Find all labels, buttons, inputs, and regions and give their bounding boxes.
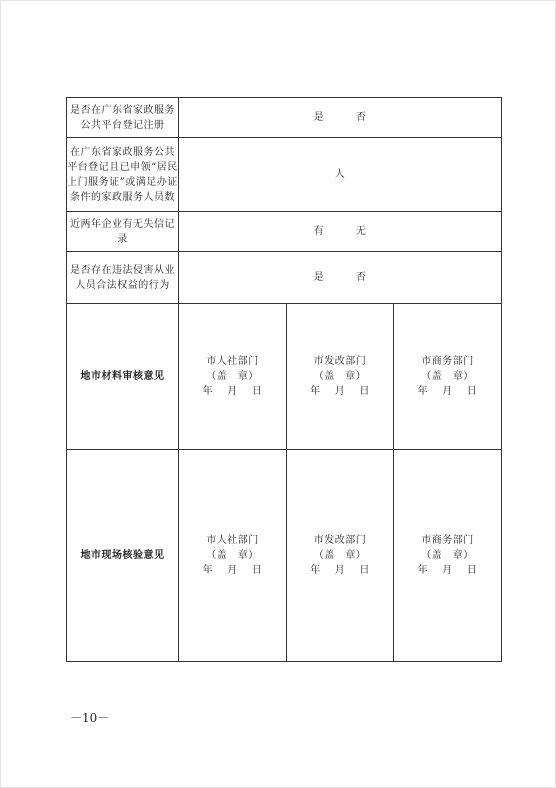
option-yes[interactable]: 是 — [313, 112, 325, 123]
dept-name: 市人社部门 — [206, 535, 259, 546]
value-registered — [179, 98, 502, 138]
row-registered — [67, 98, 502, 138]
label-violation: 是否存在违法侵害从业人员合法权益的行为 — [67, 252, 179, 304]
label-site-review: 地市现场核验意见 — [67, 450, 179, 662]
seal-text: （盖 章） — [206, 550, 259, 561]
stamp-cell-commerce[interactable] — [394, 450, 502, 662]
option-no[interactable]: 否 — [355, 272, 367, 283]
date-text: 年 月 日 — [202, 386, 263, 397]
label-registered: 是否在广东省家政服务公共平台登记注册 — [67, 98, 179, 138]
stamp-cell-hr[interactable] — [179, 450, 287, 662]
option-none[interactable]: 无 — [355, 226, 367, 237]
seal-text: （盖 章） — [313, 371, 367, 382]
date-text: 年 月 日 — [417, 565, 478, 576]
dept-name: 市发改部门 — [313, 356, 367, 367]
dept-name: 市商务部门 — [421, 535, 474, 546]
seal-text: （盖 章） — [313, 550, 367, 561]
unit-persons: 人 — [334, 169, 346, 180]
stamp-cell-ndrc[interactable] — [287, 450, 394, 662]
stamp-cell-ndrc[interactable] — [287, 304, 394, 450]
stamp-cell-commerce[interactable] — [394, 304, 502, 450]
value-credit — [179, 212, 502, 252]
seal-text: （盖 章） — [206, 371, 259, 382]
date-text: 年 月 日 — [202, 565, 263, 576]
row-credit — [67, 212, 502, 252]
date-text: 年 月 日 — [310, 565, 370, 576]
date-text: 年 月 日 — [310, 386, 370, 397]
dept-name: 市人社部门 — [206, 356, 259, 367]
date-text: 年 月 日 — [417, 386, 478, 397]
page-number: －10－ — [70, 711, 110, 725]
seal-text: （盖 章） — [421, 371, 474, 382]
label-material-review: 地市材料审核意见 — [67, 304, 179, 450]
stamp-cell-hr[interactable] — [179, 304, 287, 450]
row-material-review — [67, 304, 502, 450]
dept-name: 市商务部门 — [421, 356, 474, 367]
row-certified — [67, 138, 502, 212]
value-violation — [179, 252, 502, 304]
row-violation — [67, 252, 502, 304]
value-certified[interactable] — [179, 138, 502, 212]
dept-name: 市发改部门 — [313, 535, 367, 546]
option-yes[interactable]: 是 — [313, 272, 325, 283]
application-form-table — [66, 97, 502, 662]
label-credit: 近两年企业有无失信记录 — [67, 212, 179, 252]
option-have[interactable]: 有 — [313, 226, 325, 237]
seal-text: （盖 章） — [421, 550, 474, 561]
option-no[interactable]: 否 — [355, 112, 367, 123]
row-site-review — [67, 450, 502, 662]
label-certified: 在广东省家政服务公共平台登记且已申领“居民上门服务证”或满足办证条件的家政服务人员数 — [67, 138, 179, 212]
